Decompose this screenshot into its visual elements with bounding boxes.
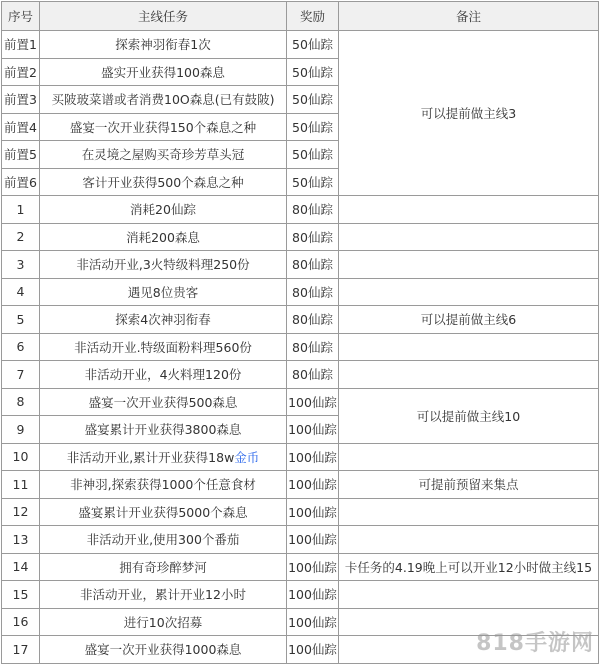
- row-index: 13: [2, 526, 40, 554]
- row-note-empty: [339, 581, 599, 609]
- row-note: 可提前预留来集点: [339, 471, 599, 499]
- row-reward: 100仙踪: [287, 526, 339, 554]
- row-note-empty: [339, 361, 599, 389]
- table-row: [2, 31, 599, 59]
- row-index: 前置5: [2, 141, 40, 169]
- row-index: 14: [2, 553, 40, 581]
- table-row: [2, 498, 599, 526]
- site-watermark: 818手游网: [476, 631, 594, 656]
- row-task: 遇见8位贵客: [40, 278, 287, 306]
- row-task: 非活动开业，4火料理120份: [40, 361, 287, 389]
- row-reward: 100仙踪: [287, 636, 339, 664]
- row-index: 12: [2, 498, 40, 526]
- row-reward: 80仙踪: [287, 306, 339, 334]
- table-row: [2, 333, 599, 361]
- row-index: 10: [2, 443, 40, 471]
- row-task: 盛实开业获得100森息: [40, 58, 287, 86]
- table-row: [2, 223, 599, 251]
- row-reward: 100仙踪: [287, 553, 339, 581]
- row-reward: 100仙踪: [287, 471, 339, 499]
- row-note-empty: [339, 498, 599, 526]
- row-task: 盛宴累计开业获得5000个森息: [40, 498, 287, 526]
- row-index: 1: [2, 196, 40, 224]
- row-index: 11: [2, 471, 40, 499]
- row-task: 非活动开业，累计开业12小时: [40, 581, 287, 609]
- row-note-empty: [339, 526, 599, 554]
- table-row: [2, 471, 599, 499]
- row-index: 8: [2, 388, 40, 416]
- row-reward: 100仙踪: [287, 443, 339, 471]
- row-reward: 80仙踪: [287, 223, 339, 251]
- row-task: 客计开业获得500个森息之种: [40, 168, 287, 196]
- row-reward: 100仙踪: [287, 498, 339, 526]
- row-reward: 100仙踪: [287, 608, 339, 636]
- row-task: 消耗20仙踪: [40, 196, 287, 224]
- row-note-empty: [339, 278, 599, 306]
- row-reward: 80仙踪: [287, 361, 339, 389]
- row-task: [40, 443, 287, 471]
- row-index: 16: [2, 608, 40, 636]
- row-index: 17: [2, 636, 40, 664]
- mission-table: [1, 1, 599, 664]
- row-reward: 50仙踪: [287, 168, 339, 196]
- row-reward: 50仙踪: [287, 58, 339, 86]
- row-task: 探索4次神羽衔春: [40, 306, 287, 334]
- task-text: 非活动开业,累计开业获得18w: [66, 449, 235, 465]
- row-task: 非活动开业,3火特级料理250份: [40, 251, 287, 279]
- row-task: 盛宴一次开业获得150个森息之种: [40, 113, 287, 141]
- row-task: 买陂玻菜谱或者消费10O森息(已有鼓陂): [40, 86, 287, 114]
- row-note: 可以提前做主线6: [339, 306, 599, 334]
- row-index: 15: [2, 581, 40, 609]
- row-task: 盛宴一次开业获得500森息: [40, 388, 287, 416]
- gold-coin-link[interactable]: 金币: [234, 449, 260, 465]
- table-row: [2, 526, 599, 554]
- row-task: 非活动开业.特级面粉料理560份: [40, 333, 287, 361]
- table-row: [2, 388, 599, 416]
- row-index: 前置3: [2, 86, 40, 114]
- row-note-empty: [339, 196, 599, 224]
- row-index: 5: [2, 306, 40, 334]
- row-index: 前置4: [2, 113, 40, 141]
- table-row: [2, 251, 599, 279]
- table-row: [2, 361, 599, 389]
- row-reward: 100仙踪: [287, 416, 339, 444]
- row-task: 非神羽,探索获得1000个任意食材: [40, 471, 287, 499]
- table-row: [2, 306, 599, 334]
- row-task: 进行10次招募: [40, 608, 287, 636]
- row-reward: 50仙踪: [287, 86, 339, 114]
- row-index: 4: [2, 278, 40, 306]
- row-task: 盛宴一次开业获得1000森息: [40, 636, 287, 664]
- row-note-empty: [339, 333, 599, 361]
- row-note-empty: [339, 223, 599, 251]
- row-reward: 100仙踪: [287, 581, 339, 609]
- row-reward: 50仙踪: [287, 141, 339, 169]
- row-reward: 80仙踪: [287, 278, 339, 306]
- row-task: 探索神羽衔春1次: [40, 31, 287, 59]
- row-note-empty: [339, 443, 599, 471]
- row-task: 非活动开业,使用300个番茄: [40, 526, 287, 554]
- row-index: 9: [2, 416, 40, 444]
- row-index: 前置6: [2, 168, 40, 196]
- row-reward: 50仙踪: [287, 31, 339, 59]
- header-row: [2, 2, 599, 31]
- row-index: 3: [2, 251, 40, 279]
- row-note: 卡任务的4.19晚上可以开业12小时做主线15: [339, 553, 599, 581]
- row-index: 6: [2, 333, 40, 361]
- table-row: [2, 581, 599, 609]
- row-task: 盛宴累计开业获得3800森息: [40, 416, 287, 444]
- row-note-empty: [339, 251, 599, 279]
- header-task: 主线任务: [40, 2, 287, 31]
- row-index: 前置2: [2, 58, 40, 86]
- row-reward: 50仙踪: [287, 113, 339, 141]
- row-reward: 80仙踪: [287, 251, 339, 279]
- table-row: [2, 278, 599, 306]
- row-note: 可以提前做主线3: [339, 31, 599, 196]
- header-note: 备注: [339, 2, 599, 31]
- table-row: [2, 196, 599, 224]
- row-task: 拥有奇珍醉梦河: [40, 553, 287, 581]
- row-task: 在灵境之屋购买奇珍芳草头冠: [40, 141, 287, 169]
- row-reward: 100仙踪: [287, 388, 339, 416]
- table-row: [2, 443, 599, 471]
- row-index: 前置1: [2, 31, 40, 59]
- row-task: 消耗200森息: [40, 223, 287, 251]
- row-index: 7: [2, 361, 40, 389]
- row-reward: 80仙踪: [287, 333, 339, 361]
- row-index: 2: [2, 223, 40, 251]
- header-reward: 奖励: [287, 2, 339, 31]
- header-index: 序号: [2, 2, 40, 31]
- table-row: [2, 553, 599, 581]
- row-reward: 80仙踪: [287, 196, 339, 224]
- row-note: 可以提前做主线10: [339, 388, 599, 443]
